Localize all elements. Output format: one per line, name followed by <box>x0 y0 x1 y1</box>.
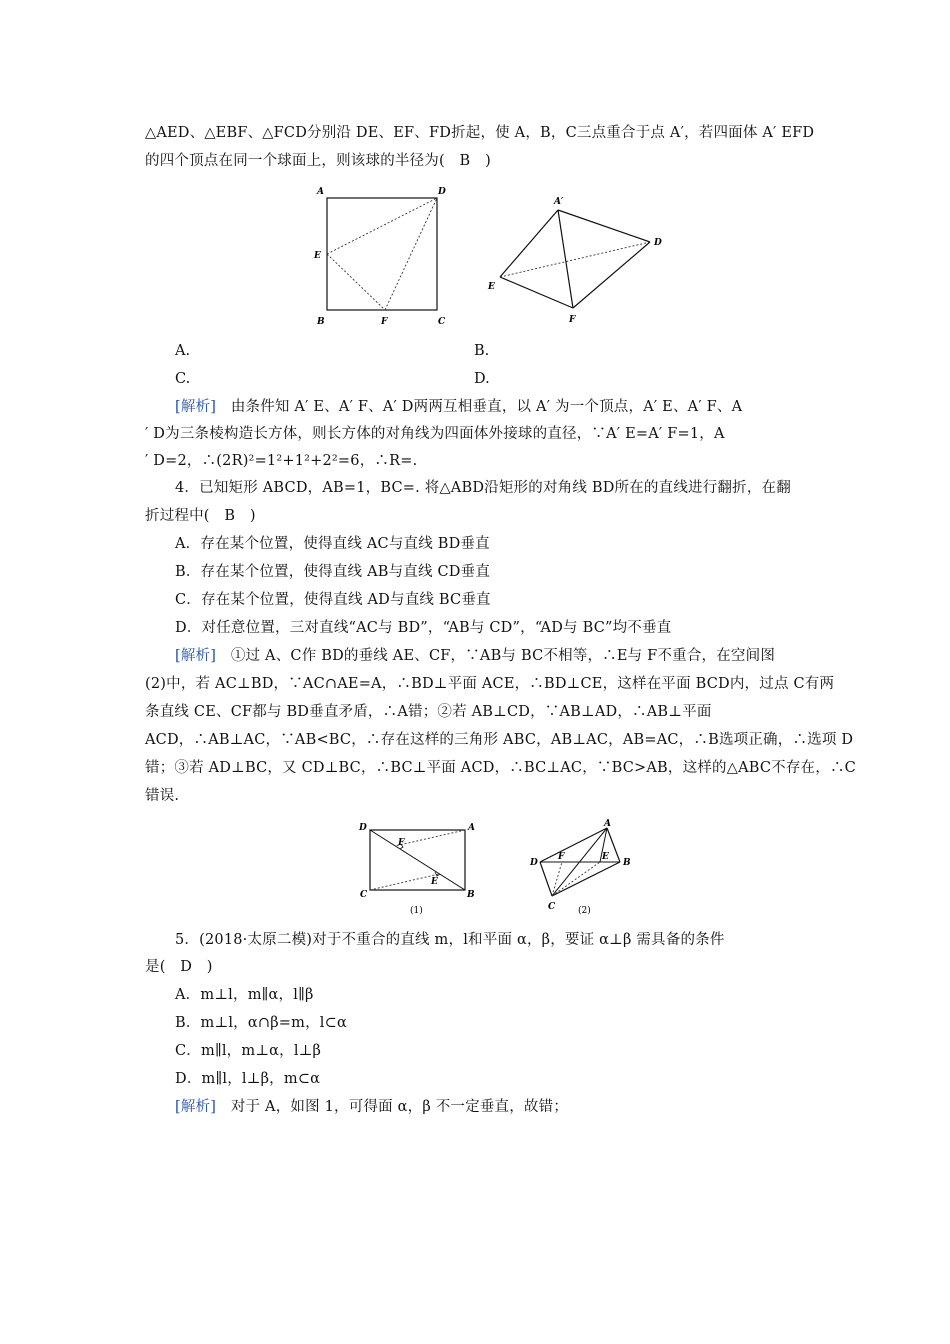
square-abcd <box>327 198 437 310</box>
label-b: B <box>467 890 475 900</box>
q4-stem-line1: 4．已知矩形 ABCD，AB=1，BC=. 将△ABD沿矩形的对角线 BD所在的直线进行翻折，在翻 <box>175 480 791 496</box>
label-c: C <box>360 890 368 900</box>
segment-fd <box>385 198 437 310</box>
q3-text-line1: △AED、△EBF、△FCD分别沿 DE、EF、FD折起，使 A，B，C三点重合于点 A′，若四面体 A′ EFD <box>145 125 815 141</box>
perp-ce <box>370 874 439 890</box>
q5-analysis: [解析] 对于 A，如图 1，可得面 α，β 不一定垂直，故错； <box>175 1099 569 1115</box>
q3-option-d: D. <box>474 371 490 387</box>
label-e: E <box>431 877 438 887</box>
label-e2: E <box>602 852 609 862</box>
label-e2: E <box>488 282 495 292</box>
label-a: A <box>317 187 324 197</box>
label-f: F <box>381 317 388 327</box>
analysis-tag: [解析] <box>175 648 217 664</box>
label-d: D <box>438 187 446 197</box>
label-f2: F <box>569 315 576 325</box>
segment-ed <box>327 198 437 254</box>
q3-analysis-line1: [解析] 由条件知 A′ E、A′ F、A′ D两两互相垂直，以 A′ 为一个顶点，A′ E、A′ F、A <box>175 399 743 415</box>
diagonal-db <box>370 830 465 890</box>
q4-analysis-line3: 条直线 CE、CF都与 BD垂直矛盾，∴A错；②若 AB⊥CD，∵AB⊥AD，∴AB⊥平面 <box>145 704 712 720</box>
label-a: A <box>468 823 475 833</box>
q3-option-c: C. <box>175 371 191 387</box>
tetrahedron <box>500 210 650 308</box>
label-a2: A <box>604 819 611 829</box>
q3-text-line2: 的四个顶点在同一个球面上，则该球的半径为( B ) <box>145 153 491 169</box>
q4-option-c: C．存在某个位置，使得直线 AD与直线 BC垂直 <box>175 592 491 608</box>
label-d: D <box>359 823 367 833</box>
analysis-tag: [解析] <box>175 1099 217 1115</box>
rectangle-fold-figure <box>355 818 645 918</box>
q4-analysis-line1: [解析] ①过 A、C作 BD的垂线 AE、CF，∵AB与 BC不相等，∴E与 F不重合，在空间图 <box>175 648 776 664</box>
q4-analysis-line4: ACD，∴AB⊥AC，∵AB<BC，∴存在这样的三角形 ABC，AB⊥AC，AB=AC，∴B选项正确，∴选项 D <box>145 732 854 748</box>
q4-analysis-line6: 错误. <box>145 788 180 804</box>
folded-solid <box>540 828 620 896</box>
q4-option-b: B．存在某个位置，使得直线 AB与直线 CD垂直 <box>175 564 491 580</box>
q5-option-d: D．m∥l，l⊥β，m⊂α <box>175 1071 321 1087</box>
q4-option-d: D．对任意位置，三对直线“AC与 BD”，“AB与 CD”，“AD与 BC”均不垂直 <box>175 620 672 636</box>
perp-af <box>395 830 465 846</box>
q3-option-b: B. <box>474 343 490 359</box>
analysis-tag: [解析] <box>175 399 217 415</box>
segment-ef <box>327 254 385 310</box>
label-b2: B <box>623 858 631 868</box>
q3-analysis-line2: ′ D为三条棱构造长方体，则长方体的对角线为四面体外接球的直径，∵A′ E=A′ F=1，A <box>145 426 725 442</box>
q4-option-a: A．存在某个位置，使得直线 AC与直线 BD垂直 <box>175 536 490 552</box>
square-fold-figure <box>305 182 675 332</box>
q4-analysis-line2: (2)中，若 AC⊥BD，∵AC∩AE=A，∴BD⊥平面 ACE，∴BD⊥CE，这样在平面 BCD内，过点 C有两 <box>145 676 835 692</box>
q3-option-a: A. <box>175 343 191 359</box>
q5-option-b: B．m⊥l，α∩β=m，l⊂α <box>175 1015 347 1031</box>
label-d2: D <box>654 238 662 248</box>
caption-2: (2) <box>578 906 591 916</box>
label-c2: C <box>548 902 556 912</box>
q3-analysis-line3: ′ D=2，∴(2R)²=1²+1²+2²=6，∴R=. <box>145 453 418 469</box>
q4-analysis-line5: 错；③若 AD⊥BC，又 CD⊥BC，∴BC⊥平面 ACD，∴BC⊥AC，∵BC>AB，这样的△ABC不存在，∴C <box>145 760 856 776</box>
label-e: E <box>314 251 321 261</box>
q5-option-c: C．m∥l，m⊥α，l⊥β <box>175 1043 322 1059</box>
label-d2: D <box>530 858 538 868</box>
label-a-prime: A′ <box>554 197 564 207</box>
label-f2: F <box>558 852 565 862</box>
label-c: C <box>438 317 446 327</box>
q4-stem-line2: 折过程中( B ) <box>145 508 256 524</box>
caption-1: (1) <box>410 906 423 916</box>
label-f: F <box>398 838 405 848</box>
q5-option-a: A．m⊥l，m∥α，l∥β <box>175 987 314 1003</box>
label-b: B <box>317 317 325 327</box>
q5-stem-line1: 5．(2018·太原二模)对于不重合的直线 m，l和平面 α，β，要证 α⊥β 需具备的条件 <box>175 932 725 948</box>
q5-stem-line2: 是( D ) <box>145 959 213 975</box>
